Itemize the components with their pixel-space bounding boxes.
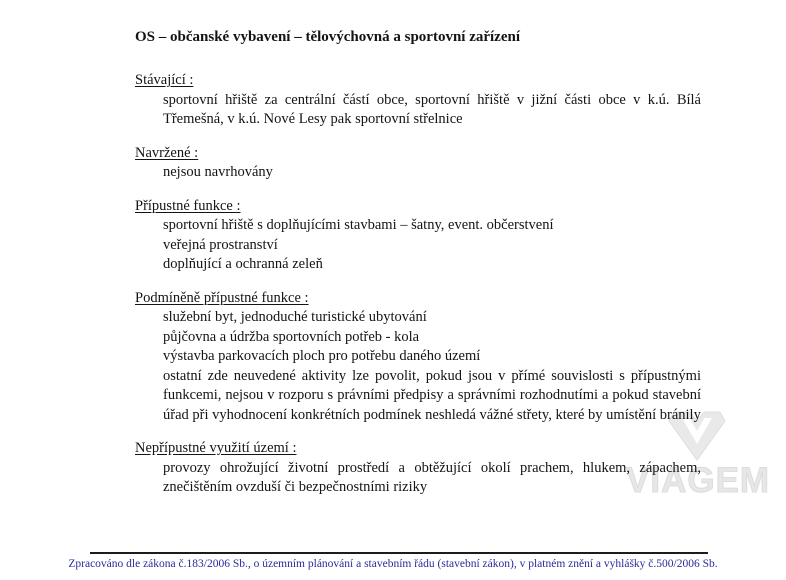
paragraph: výstavba parkovacích ploch pro potřebu daného území (163, 348, 481, 364)
document-page (135, 28, 701, 512)
section-heading-podminene-pripustne-funkce: Podmíněně přípustné funkce : (135, 289, 309, 306)
paragraph: provozy ohrožující životní prostředí a obtěžující okolí prachem, hlukem, zápachem, znečištěním ovzduší či bezpečnostními riziky (163, 459, 701, 495)
section-nepripustne-vyuziti (135, 439, 701, 498)
page-title: OS – občanské vybavení – tělovýchovná a sportovní zařízení (135, 29, 521, 45)
paragraph: nejsou navrhovány (163, 164, 273, 180)
paragraph: ostatní zde neuvedené aktivity lze povolit, pokud jsou v přímé souvislosti s přípustnými funkcemi, nejsou v rozporu s právními předpisy a správními rozhodnutími a pokud stavební úřad při vyhodnocení konkrétních podmínek neshledá vážné střety, které by umístění bránily (163, 367, 701, 423)
section-stavajici (135, 71, 701, 130)
paragraph: veřejná prostranství (163, 236, 278, 253)
footer-divider (90, 552, 708, 554)
section-heading-pripustne-funkce: Přípustné funkce : (135, 197, 241, 214)
section-pripustne-funkce (135, 197, 701, 275)
footer-text: Zpracováno dle zákona č.183/2006 Sb., o územním plánování a stavebním řádu (stavební zákon), v platném znění a vyhlášky č.500/2006 Sb. (68, 558, 718, 570)
paragraph: doplňující a ochranná zeleň (163, 256, 323, 272)
paragraph: půjčovna a údržba sportovních potřeb - kola (163, 328, 420, 345)
section-heading-nepripustne-vyuziti: Nepřípustné využití území : (135, 440, 297, 456)
section-navrzene (135, 144, 701, 183)
paragraph: sportovní hřiště s doplňujícími stavbami – šatny, event. občerstvení (163, 217, 554, 233)
watermark-text: VIAGEM (626, 461, 771, 500)
paragraph: sportovní hřiště za centrální částí obce, sportovní hřiště v jižní části obce v k.ú. Bílá Třemešná, v k.ú. Nové Lesy pak sportovní střelnice (163, 91, 701, 127)
section-podminene-pripustne-funkce (135, 289, 701, 426)
section-heading-navrzene: Navržené : (135, 144, 199, 161)
section-heading-stavajici: Stávající : (135, 72, 194, 88)
paragraph: služební byt, jednoduché turistické ubytování (163, 309, 427, 325)
